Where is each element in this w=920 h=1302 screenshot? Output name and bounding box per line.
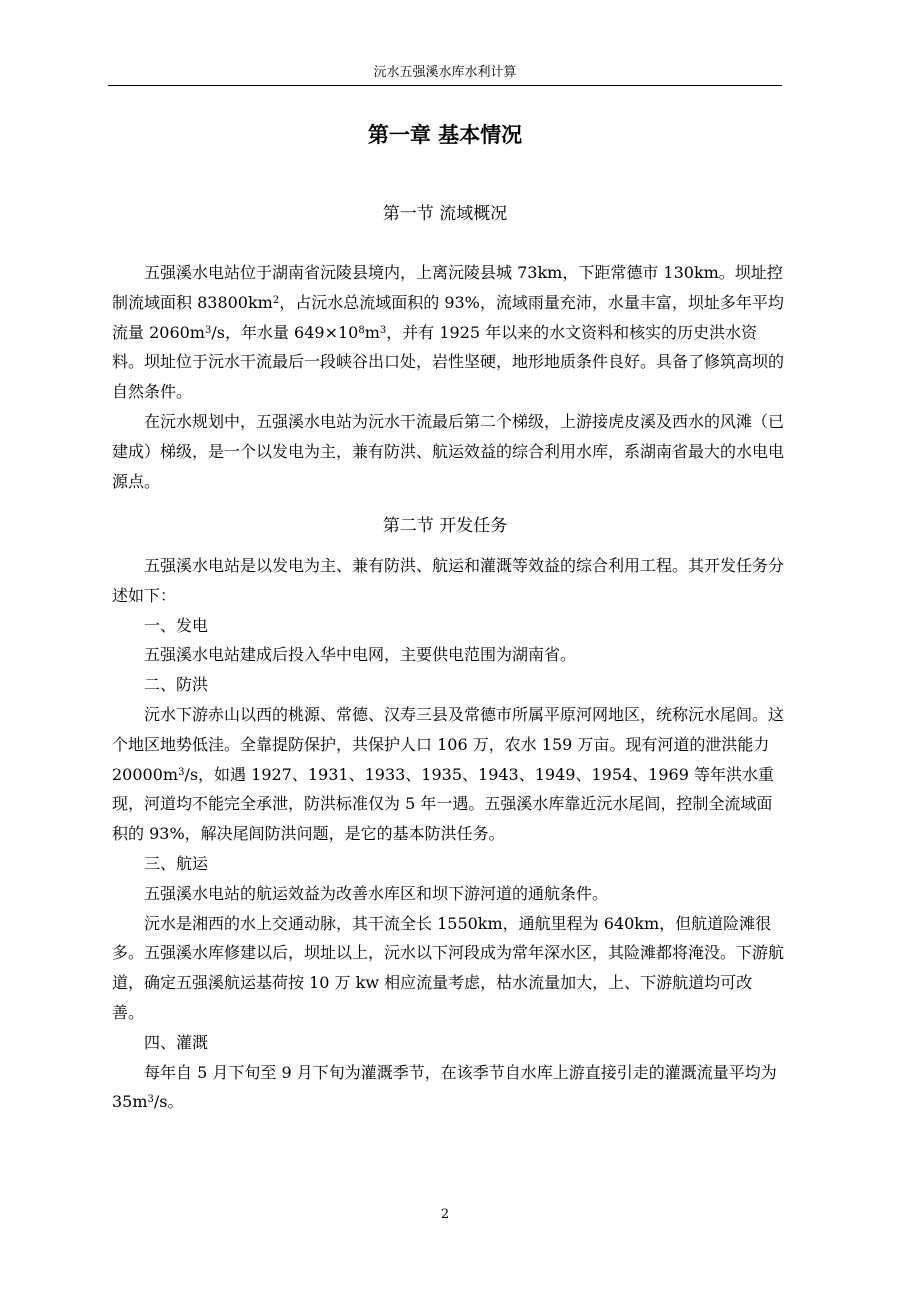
section-title-1: 第一节 流域概况 (382, 204, 508, 224)
running-header: 沅水五强溪水库水利计算 (373, 65, 517, 80)
paragraph: 在沅水规划中，五强溪水电站为沅水干流最后第二个梯级，上游接虎皮溪及西水的风滩（已建成）梯级，是一个以发电为主，兼有防洪、航运效益的综合利用水库，系湖南省最大的水电电源点。 (112, 411, 785, 491)
list-heading: 二、防洪 (144, 675, 209, 695)
paragraph: 五强溪水电站建成后投入华中电网，主要供电范围为湖南省。 (144, 645, 577, 665)
paragraph: 五强溪水电站位于湖南省沅陵县境内，上离沅陵县城 73km，下距常德市 130km。坝址控制流域面积 $83800km^2$，占沅水总流域面积的 93%，流域雨量充沛，水量丰富，坝址多年平均流量 $2060m^3/s$，年水量 $649\times 10^8m^3$，并有 1925 年以来的水文资料和核实的历史洪水资料。坝址位于沅水干流最后一段峡谷出口处，岩性坚硬，地形地质条件良好。具备了修筑高坝的自然条件。 (112, 263, 785, 402)
section-2-body (112, 551, 784, 1117)
chapter-title: 第一章 基本情况 (367, 122, 523, 147)
list-heading: 一、发电 (144, 615, 209, 635)
header-rule (108, 85, 782, 86)
paragraph: 沅水是湘西的水上交通动脉，其干流全长 1550km，通航里程为 640km，但航道险滩很多。五强溪水库修建以后，坝址以上，沅水以下河段成为常年深水区，其险滩都将淹没。下游航道，确定五强溪航运基荷按 10 万 kw 相应流量考虑，枯水流量加大，上、下游航道均可改善。 (112, 913, 785, 1022)
list-heading: 三、航运 (144, 853, 209, 873)
paragraph: 五强溪水电站的航运效益为改善水库区和坝下游河道的通航条件。 (144, 883, 609, 903)
paragraph: 每年自 5 月下旬至 9 月下旬为灌溉季节，在该季节自水库上游直接引走的灌溉流量平均为 $35m^3/s$。 (112, 1062, 777, 1112)
section-1-body (112, 258, 784, 496)
paragraph: 沅水下游赤山以西的桃源、常德、汉寿三县及常德市所属平原河网地区，统称沅水尾闾。这个地区地势低洼。全靠提防保护，共保护人口 106 万，农水 159 万亩。现有河道的泄洪能力 $20000m^3/s$，如遇 1927、1931、1933、1935、1943、1949、1954、1969 等年洪水重现，河道均不能完全承泄，防洪标准仅为 5 年一遇。五强溪水库靠近沅水尾闾，控制全流域面积的 93%，解决尾闾防洪问题，是它的基本防洪任务。 (112, 704, 785, 844)
page-number: 2 (440, 1207, 450, 1222)
paragraph: 五强溪水电站是以发电为主、兼有防洪、航运和灌溉等效益的综合利用工程。其开发任务分述如下： (112, 556, 785, 605)
list-heading: 四、灌溉 (144, 1032, 209, 1052)
section-title-2: 第二节 开发任务 (382, 516, 508, 536)
